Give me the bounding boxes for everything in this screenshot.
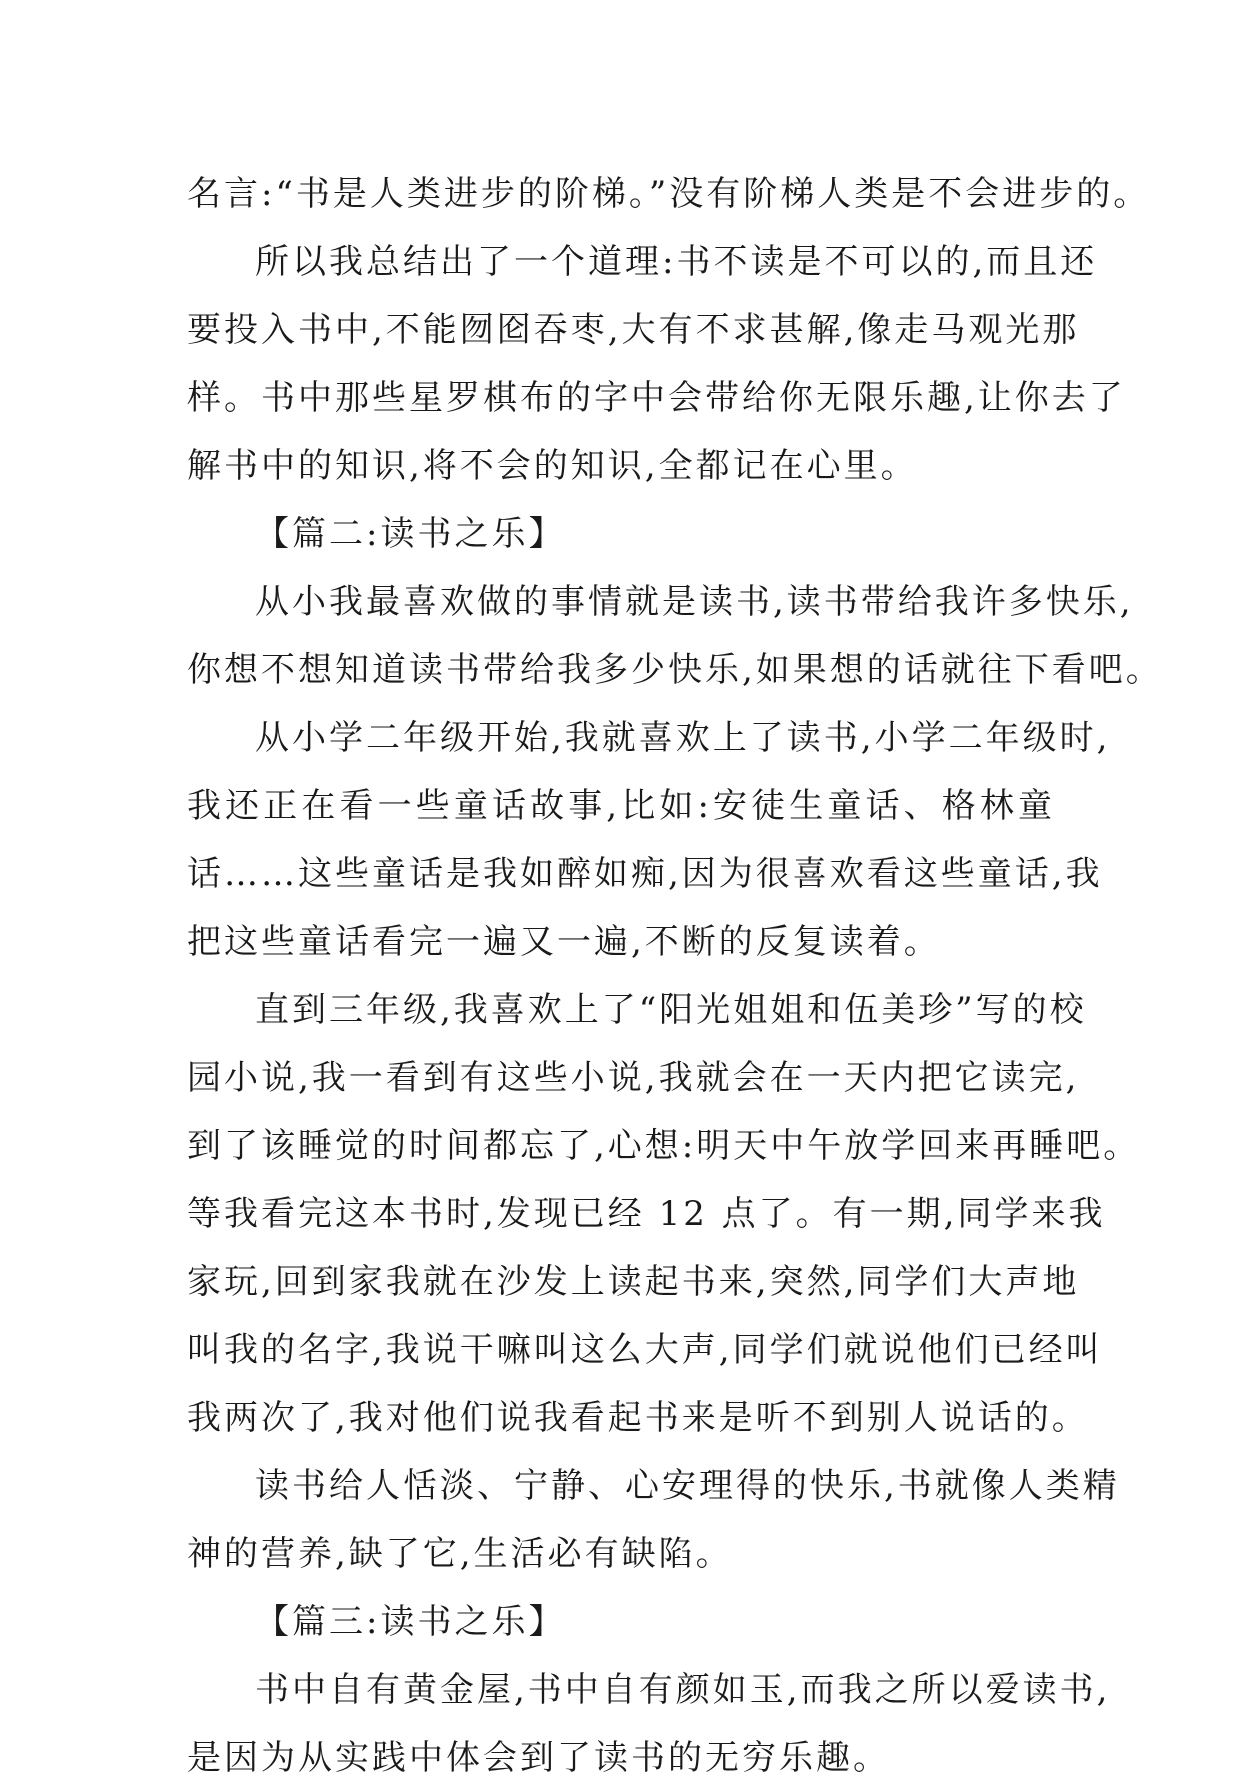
paragraph-start-line: 直到三年级,我喜欢上了“阳光姐姐和伍美珍”写的校 bbox=[255, 990, 1087, 1030]
text-line: 家玩,回到家我就在沙发上读起书来,突然,同学们大声地 bbox=[187, 1262, 1080, 1302]
text-line: 我两次了,我对他们说我看起书来是听不到别人说话的。 bbox=[187, 1398, 1089, 1438]
paragraph-start-line: 书中自有黄金屋,书中自有颜如玉,而我之所以爱读书, bbox=[255, 1670, 1111, 1710]
text-line: 我还正在看一些童话故事,比如:安徒生童话、格林童 bbox=[187, 786, 1055, 826]
text-line: 你想不想知道读书带给我多少快乐,如果想的话就往下看吧。 bbox=[187, 650, 1163, 690]
text-line: 样。书中那些星罗棋布的字中会带给你无限乐趣,让你去了 bbox=[187, 378, 1126, 418]
text-line: 等我看完这本书时,发现已经 12 点了。有一期,同学来我 bbox=[187, 1194, 1106, 1234]
document-body bbox=[187, 160, 1163, 1792]
text-line: 解书中的知识,将不会的知识,全都记在心里。 bbox=[187, 446, 918, 486]
paragraph-start-line: 所以我总结出了一个道理:书不读是不可以的,而且还 bbox=[255, 242, 1098, 282]
text-line: 园小说,我一看到有这些小说,我就会在一天内把它读完, bbox=[187, 1058, 1080, 1098]
section-heading: 【篇二:读书之乐】 bbox=[255, 514, 566, 554]
text-line: 名言:“书是人类进步的阶梯。”没有阶梯人类是不会进步的。 bbox=[187, 174, 1151, 214]
text-line: 把这些童话看完一遍又一遍,不断的反复读着。 bbox=[187, 922, 941, 962]
paragraph-start-line: 从小我最喜欢做的事情就是读书,读书带给我许多快乐, bbox=[255, 582, 1134, 622]
paragraph-start-line: 读书给人恬淡、宁静、心安理得的快乐,书就像人类精 bbox=[255, 1466, 1120, 1506]
text-line: 话……这些童话是我如醉如痴,因为很喜欢看这些童话,我 bbox=[187, 854, 1103, 894]
text-line: 叫我的名字,我说干嘛叫这么大声,同学们就说他们已经叫 bbox=[187, 1330, 1103, 1370]
text-line: 要投入书中,不能囫囵吞枣,大有不求甚解,像走马观光那 bbox=[187, 310, 1080, 350]
text-line: 是因为从实践中体会到了读书的无穷乐趣。 bbox=[187, 1738, 890, 1778]
text-line: 到了该睡觉的时间都忘了,心想:明天中午放学回来再睡吧。 bbox=[187, 1126, 1141, 1166]
paragraph-start-line: 从小学二年级开始,我就喜欢上了读书,小学二年级时, bbox=[255, 718, 1111, 758]
section-heading: 【篇三:读书之乐】 bbox=[255, 1602, 566, 1642]
text-line: 神的营养,缺了它,生活必有缺陷。 bbox=[187, 1534, 733, 1574]
